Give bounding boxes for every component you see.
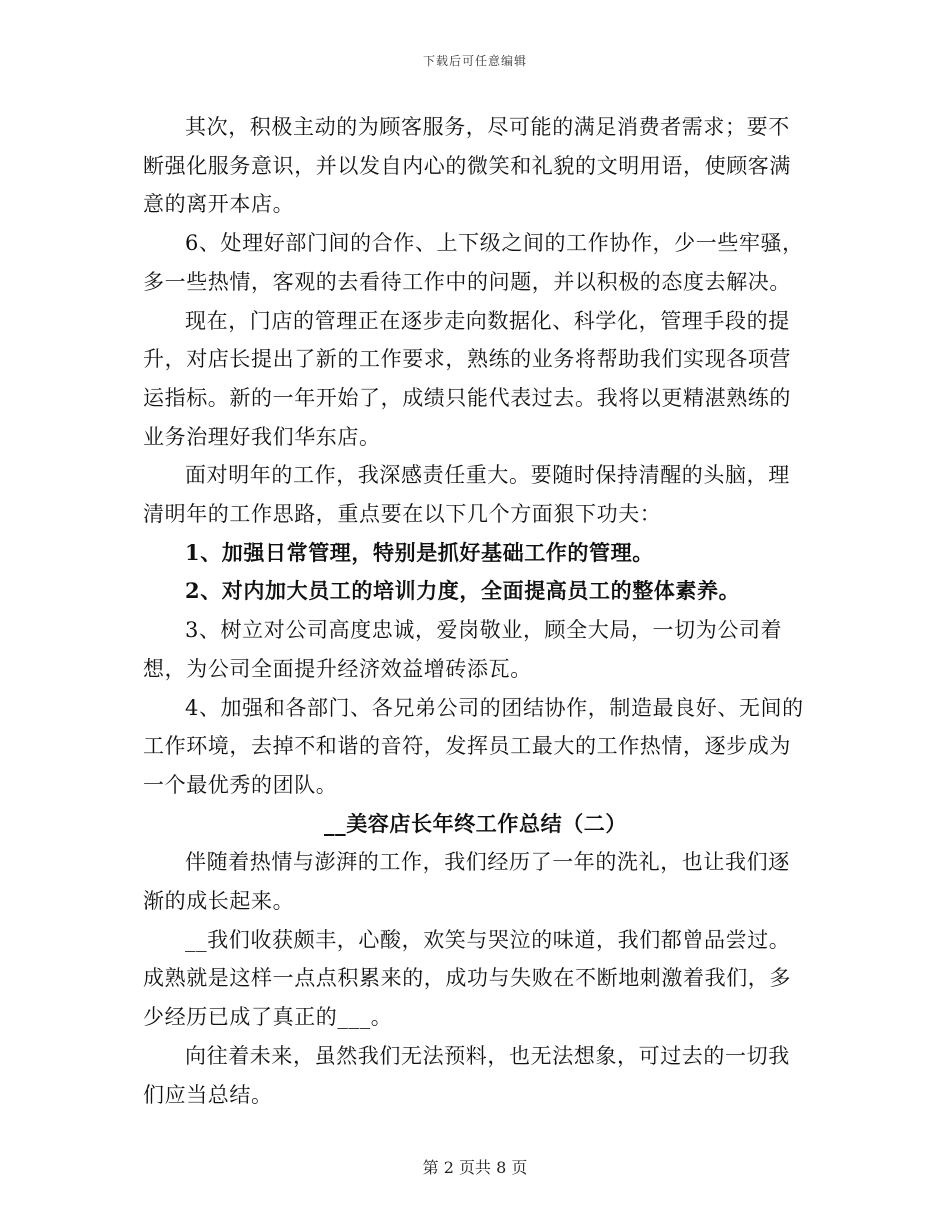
page-footer: 第 2 页共 8 页 xyxy=(422,1158,528,1177)
bold-paragraph: 2、对内加大员工的培训力度，全面提高员工的整体素养。 xyxy=(185,578,741,604)
paragraph: 向往着未来，虽然我们无法预料，也无法想象，可过去的一切我们应当总结。 xyxy=(143,1043,790,1107)
paragraph: 6、处理好部门间的合作、上下级之间的工作协作，少一些牢骚，多一些热情，客观的去看待工作中的问题，并以积极的态度去解决。 xyxy=(143,231,804,294)
paragraph: 面对明年的工作，我深感责任重大。要随时保持清醒的头脑，理清明年的工作思路，重点要在以下几个方面狠下功夫： xyxy=(143,463,790,527)
paragraph: 现在，门店的管理正在逐步走向数据化、科学化，管理手段的提升，对店长提出了新的工作要求，熟练的业务将帮助我们实现各项营运指标。新的一年开始了，成绩只能代表过去。我将以更精湛熟练的业务治理好我们华东店。 xyxy=(143,308,791,449)
paragraph: 伴随着热情与澎湃的工作，我们经历了一年的洗礼，也让我们逐渐的成长起来。 xyxy=(143,850,790,914)
bold-paragraph: 1、加强日常管理，特别是抓好基础工作的管理。 xyxy=(185,539,654,565)
paragraph: __我们收获颇丰，心酸，欢笑与哭泣的味道，我们都曾品尝过。成熟就是这样一点点积累来的，成功与失败在不断地刺激着我们，多少经历已成了真正的___。 xyxy=(143,927,791,1030)
paragraph: 3、树立对公司高度忠诚，爱岗敬业，顾全大局，一切为公司着想，为公司全面提升经济效益增砖添瓦。 xyxy=(143,618,783,681)
paragraph: 其次，积极主动的为顾客服务，尽可能的满足消费者需求；要不断强化服务意识，并以发自内心的微笑和礼貌的文明用语，使顾客满意的离开本店。 xyxy=(143,115,791,217)
page-header: 下载后可任意编辑 xyxy=(422,54,527,68)
section-title: __美容店长年终工作总结（二） xyxy=(324,810,627,836)
paragraph: 4、加强和各部门、各兄弟公司的团结协作，制造最良好、无间的工作环境，去掉不和谐的音符，发挥员工最大的工作热情，逐步成为一个最优秀的团队。 xyxy=(143,695,804,797)
document-body xyxy=(143,108,808,1114)
